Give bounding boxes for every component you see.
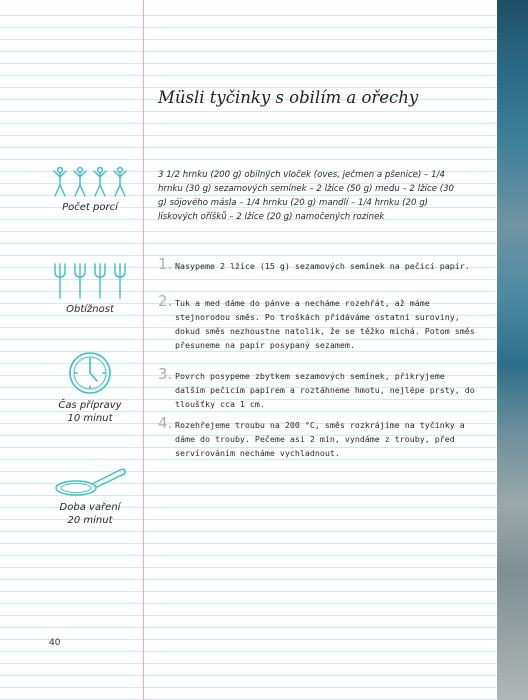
photo-strip bbox=[497, 0, 528, 700]
step-3 bbox=[158, 365, 478, 411]
step-text: Rozehřejeme troubu na 200 °C, směs rozkrájíme na tyčinky a dáme do trouby. Pečeme asi 2 min, vyndáme z trouby, před servírováním necháme vychladnout. bbox=[175, 420, 465, 458]
step-number: 3. bbox=[158, 365, 173, 383]
step-number: 1. bbox=[158, 255, 173, 273]
servings-block bbox=[40, 166, 140, 214]
servings-label: Počet porcí bbox=[62, 202, 118, 213]
page-number: 40 bbox=[49, 638, 61, 648]
step-text: Povrch posypeme zbytkem sezamových semínek, přikryjeme dalším pečicím papírem a roztáhneme hmotu, nejlépe prsty, do tloušťky cca 1 cm. bbox=[175, 371, 475, 409]
recipe-title: Müsli tyčinky s obilím a ořechy bbox=[158, 88, 419, 107]
fork-icon bbox=[50, 262, 130, 300]
step-text: Nasypeme 2 lžíce (15 g) sezamových semínek na pečicí papír. bbox=[175, 261, 470, 271]
cook-time-label: Doba vaření bbox=[59, 502, 121, 513]
step-4 bbox=[158, 414, 478, 460]
step-1 bbox=[158, 255, 478, 273]
step-2 bbox=[158, 292, 478, 352]
step-number: 2. bbox=[158, 292, 173, 310]
cook-time-value: 20 minut bbox=[67, 515, 113, 526]
cook-time-block bbox=[40, 466, 140, 527]
difficulty-label: Obtížnost bbox=[66, 304, 114, 315]
prep-time-value: 10 minut bbox=[67, 413, 113, 424]
prep-time-label: Čas přípravy bbox=[58, 400, 122, 411]
margin-line bbox=[143, 0, 144, 700]
ingredients-text: 3 1/2 hrnku (200 g) obilných vloček (oves, ječmen a pšenice) – 1/4 hrnku (30 g) sezamových semínek – 2 lžíce (50 g) medu – 2 lžíce (30 g) sójového másla – 1/4 hrnku (20 g) mandlí – 1/4 hrnku (20 g) lískových oříšků – 2 lžíce (20 g) namočených rozinek bbox=[158, 170, 455, 222]
frying-pan-icon bbox=[50, 466, 130, 498]
people-icon bbox=[50, 166, 130, 198]
step-text: Tuk a med dáme do pánve a necháme rozehřát, až máme stejnorodou směs. Po troškách přidáváme ostatní suroviny, dokud směs nezhoustne natolik, že se těžko míchá. Potom směs přesuneme na papír posypaný sezamem. bbox=[175, 298, 475, 350]
clock-icon bbox=[67, 350, 113, 396]
prep-time-block bbox=[40, 350, 140, 425]
step-number: 4. bbox=[158, 414, 173, 432]
difficulty-block bbox=[40, 262, 140, 316]
